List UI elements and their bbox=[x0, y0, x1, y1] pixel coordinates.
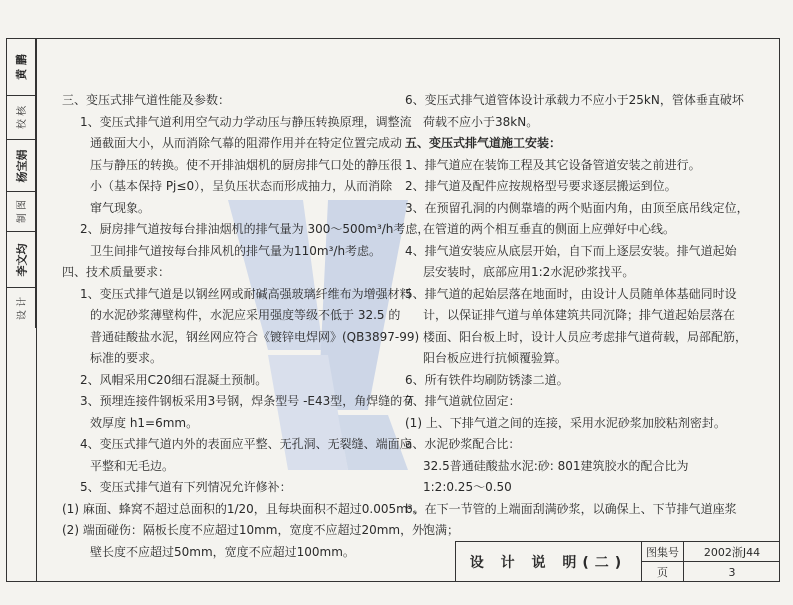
left-text-line: 窜气现象。 bbox=[90, 200, 151, 215]
left-text-line: 2、厨房排气道按每台排油烟机的排气量为 300～500m³/h考虑， bbox=[80, 222, 430, 236]
right-text-line: 五、变压式排气道施工安装： bbox=[405, 136, 562, 150]
left-text-line: 5、变压式排气道有下列情况允许修补： bbox=[80, 480, 292, 494]
right-text-line: 1:2:0.25～0.50 bbox=[423, 480, 512, 494]
left-text-line: 1、变压式排气道是以钢丝网或耐碱高强玻璃纤维布为增强材料 bbox=[80, 286, 412, 301]
left-text-line: 3、预埋连接件钢板采用3号钢，焊条型号 -E43型，角焊缝的有 bbox=[80, 394, 415, 408]
right-text-line: 荷载不应小于38kN。 bbox=[423, 114, 539, 129]
atlas-label: 图集号 bbox=[642, 542, 684, 562]
right-text-line: 5、排气道的起始层落在地面时，由设计人员随单体基础同时设 bbox=[405, 286, 737, 301]
check-sig-cell bbox=[6, 140, 36, 192]
left-text-line: 压与静压的转换。使不开排油烟机的厨房排气口处的静压很 bbox=[90, 157, 403, 172]
right-text-line: 计，以保证排气道与单体建筑共同沉降；排气道起始层落在 bbox=[423, 308, 736, 322]
left-text-line: 普通硅酸盐水泥，钢丝网应符合《镀锌电焊网》(QB3897-99) bbox=[90, 329, 420, 344]
atlas-number: 2002浙J44 bbox=[684, 542, 780, 562]
check-label-cell bbox=[6, 96, 36, 140]
left-text-line: 平整和无毛边。 bbox=[90, 458, 175, 473]
left-text-line: 1、变压式排气道利用空气动力学动压与静压转换原理，调整流 bbox=[80, 114, 412, 129]
draw-label-cell bbox=[6, 192, 36, 232]
signature-strip bbox=[6, 38, 36, 328]
left-text-line: 卫生间排气道按每台排风机的排气量为110m³/h考虑。 bbox=[90, 243, 382, 258]
sheet-title: 设 计 说 明(二) bbox=[456, 542, 642, 582]
design-label: 设 计 bbox=[17, 296, 29, 320]
left-text-line: (2) 端面碰伤：隔板长度不应超过10mm，宽度不应超过20mm，外 bbox=[62, 523, 425, 537]
right-text-line: 阳台板应进行抗倾覆验算。 bbox=[423, 351, 568, 365]
right-text-line: 3、在预留孔洞的内侧靠墙的两个贴面内角，由顶至底吊线定位， bbox=[405, 200, 749, 215]
draw-label: 制 图 bbox=[17, 199, 29, 224]
right-text-line: (1) 上、下排气道之间的连接，采用水泥砂浆加胶粘剂密封。 bbox=[405, 415, 726, 430]
check-label: 校 核 bbox=[17, 105, 29, 130]
right-text-line: b、在下一节管的上端面刮满砂浆，以确保上、下节排气道座浆 bbox=[405, 501, 737, 516]
draw-sig-cell bbox=[6, 232, 36, 288]
left-text-line: 效厚度 h1=6mm。 bbox=[90, 415, 199, 430]
right-text-line: 饱满； bbox=[423, 523, 460, 537]
page-number: 3 bbox=[728, 565, 736, 579]
right-text-line: 在管道的两个相互垂直的侧面上应弹好中心线。 bbox=[423, 222, 676, 236]
right-text-line: 7、排气道就位固定： bbox=[405, 394, 521, 408]
left-text-line: 的水泥砂浆薄壁构件，水泥应采用强度等级不低于 32.5 的 bbox=[90, 308, 401, 322]
right-text-line: 6、变压式排气道管体设计承载力不应小于25kN，管体垂直破坏 bbox=[405, 93, 744, 107]
left-text-line: 标准的要求。 bbox=[90, 351, 163, 365]
left-text-line: 四、技术质量要求： bbox=[62, 265, 171, 279]
right-text-column bbox=[405, 90, 765, 542]
left-text-line: 三、变压式排气道性能及参数： bbox=[62, 93, 231, 107]
right-text-line: 32.5普通硅酸盐水泥:砂: 801建筑胶水的配合比为 bbox=[423, 458, 689, 473]
title-block bbox=[455, 541, 780, 582]
right-text-line: 层安装时，底部应用1:2水泥砂浆找平。 bbox=[423, 265, 635, 279]
left-text-line: 4、变压式排气道内外的表面应平整、无孔洞、无裂缝、端面应 bbox=[80, 437, 412, 451]
page-label: 页 bbox=[642, 562, 684, 582]
right-text-line: 1、排气道应在装饰工程及其它设备管道安装之前进行。 bbox=[405, 157, 701, 172]
right-text-line: 2、排气道及配件应按规格型号要求逐层搬运到位。 bbox=[405, 179, 677, 193]
approve-cell bbox=[6, 38, 36, 96]
right-text-line: 楼面、阳台板上时，设计人员应考虑排气道荷载，局部配筋， bbox=[423, 329, 748, 344]
right-text-line: 4、排气道安装应从底层开始，自下而上逐层安装。排气道起始 bbox=[405, 243, 737, 258]
approve-signature: 黄 鹏 bbox=[15, 53, 28, 80]
draw-signature: 李文均 bbox=[15, 243, 28, 276]
design-label-cell bbox=[6, 288, 36, 328]
left-text-line: 2、风帽采用C20细石混凝土预制。 bbox=[80, 372, 268, 387]
left-text-column bbox=[62, 90, 430, 563]
left-text-line: 通截面大小，从而消除气幕的阻滞作用并在特定位置完成动 bbox=[90, 136, 403, 150]
left-text-line: 壁长度不应超过50mm，宽度不应超过100mm。 bbox=[90, 544, 355, 559]
check-signature: 杨宝娟 bbox=[15, 149, 28, 182]
left-text-line: (1) 麻面、蜂窝不超过总面积的1/20，且每块面积不超过0.005m²。 bbox=[62, 501, 425, 516]
left-text-line: 小（基本保持 Pj≤0），呈负压状态而形成抽力，从而消除 bbox=[90, 179, 393, 193]
right-text-line: 6、所有铁件均刷防锈漆二道。 bbox=[405, 372, 569, 387]
right-text-line: a、水泥砂浆配合比： bbox=[405, 437, 521, 451]
